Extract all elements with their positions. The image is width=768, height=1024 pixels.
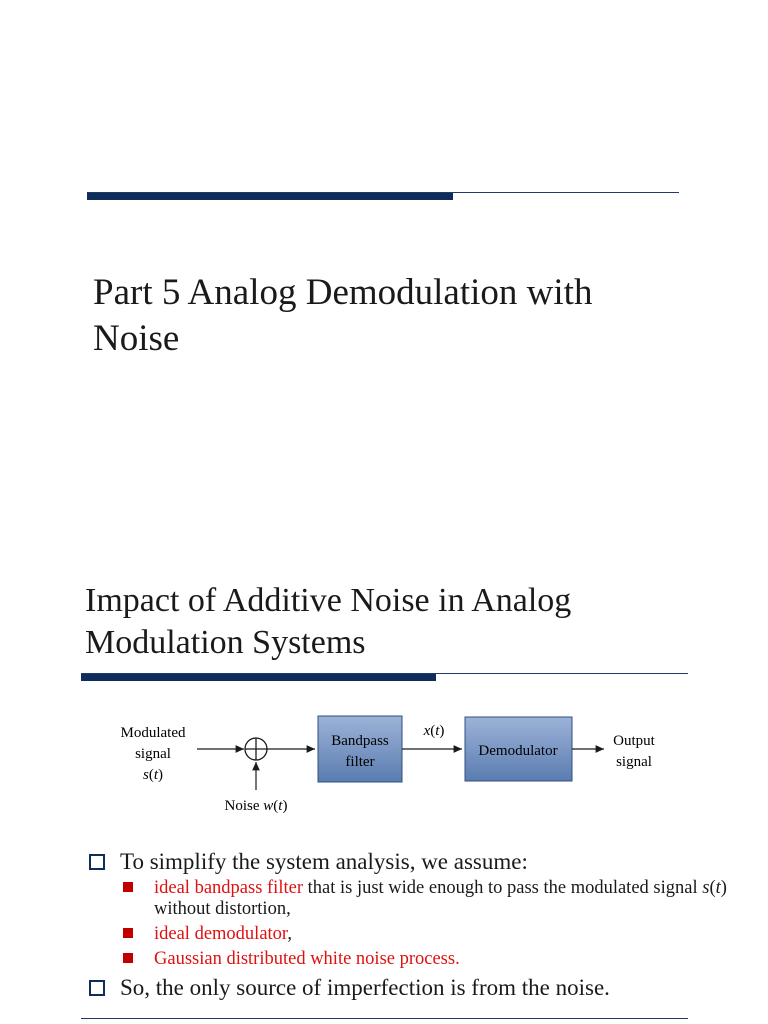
sub-bullet-filter-var: s (702, 878, 710, 898)
filled-square-bullet-icon (123, 928, 133, 938)
output-label-line1: Output (613, 733, 655, 749)
filter-label-line2: filter (345, 754, 375, 770)
adder-icon (245, 738, 267, 760)
sub-bullet-filter-highlight: ideal bandpass filter (154, 878, 303, 898)
slide1-title (93, 270, 693, 362)
sub-bullet-demodulator (88, 924, 748, 945)
sub-bullet-list (88, 878, 748, 970)
demodulator-block (465, 717, 572, 781)
slide2-divider-thick (81, 674, 436, 681)
slide1-title-line1: Part 5 Analog Demodulation with (93, 272, 593, 313)
slide2-title-line2: Modulation Systems (85, 624, 366, 661)
filled-square-bullet-icon (123, 882, 133, 892)
output-label-line2: signal (616, 754, 652, 770)
bullet-list (88, 848, 748, 1002)
slide2-bottom-divider (81, 1018, 688, 1019)
slide2-title-line1: Impact of Additive Noise in Analog (85, 582, 572, 619)
bullet-conclusion (88, 974, 748, 1002)
demodulator-label: Demodulator (478, 743, 558, 759)
sub-bullet-noise-text: . (455, 949, 460, 969)
sub-bullet-noise-highlight: Gaussian distributed white noise process (154, 949, 456, 969)
filled-square-bullet-icon (123, 953, 133, 963)
bandpass-filter-block (318, 716, 402, 782)
input-label-line1: Modulated (120, 725, 186, 741)
input-label-line2: signal (135, 746, 171, 762)
sub-bullet-filter: ideal bandpass filter that is just wide enough to pass the modulated signal s(t) without distortion, (88, 878, 748, 920)
slide2-title (85, 580, 705, 664)
noise-label: Noise w(t) (224, 798, 288, 814)
block-diagram (100, 705, 680, 820)
sub-bullet-demod-highlight: ideal demodulator (154, 924, 288, 944)
sub-bullet-filter-text-end: without distortion, (154, 899, 291, 919)
sub-bullet-filter-text: that is just wide enough to pass the modulated signal (302, 878, 703, 898)
mid-signal-label: x(t) (423, 723, 445, 739)
filter-label-line1: Bandpass (331, 733, 389, 749)
bullet-conclusion-text: So, the only source of imperfection is from the noise. (120, 975, 610, 1000)
bullet-assumptions (88, 848, 748, 876)
sub-bullet-noise (88, 949, 748, 970)
hollow-square-bullet-icon (89, 980, 105, 996)
sub-bullet-demod-text: , (287, 924, 292, 944)
sub-bullet-filter-arg: t (715, 878, 721, 898)
input-label-line3: s(t) (142, 767, 164, 783)
bullet-assumptions-text: To simplify the system analysis, we assume: (120, 849, 528, 874)
slide1-title-line2: Noise (93, 318, 180, 359)
slide1-divider-thick (87, 193, 453, 200)
hollow-square-bullet-icon (89, 854, 105, 870)
